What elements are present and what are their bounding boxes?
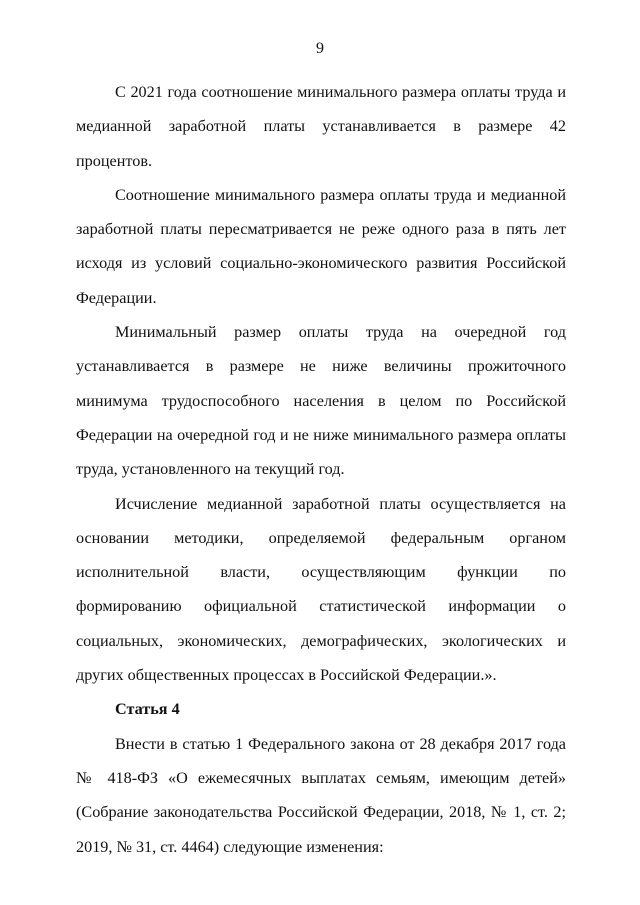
paragraph-article-4-amendment: Внести в статью 1 Федерального закона от 28 декабря 2017 года № 418-ФЗ «О ежемесячных выплатах семьям, имеющим детей» (Собрание законодательства Российской Федерации, 2018, № 1, ст. 2; 2019, № 31, ст. 4464) следующие изменения:: [76, 734, 566, 856]
paragraph-median-wage-calculation: Исчисление медианной заработной платы осуществляется на основании методики, определяемой федеральным органом исполнительной власти, осуществляющим функции по формированию официальной статистической информации о социальных, экономических, демографических, экологических и других общественных процессах в Российской Федерации.».: [76, 494, 566, 685]
article-heading: Статья 4: [115, 700, 180, 719]
page-number: 9: [316, 40, 324, 57]
paragraph-mrot-ratio-2021: С 2021 года соотношение минимального размера оплаты труда и медианной заработной платы устанавливается в размере 42 процентов.: [76, 83, 566, 170]
document-body: [76, 75, 566, 864]
paragraph-mrot-next-year: Минимальный размер оплаты труда на очередной год устанавливается в размере не ниже величины прожиточного минимума трудоспособного населения в целом по Российской Федерации на очередной год и не ниже минимального размера оплаты труда, установленного на текущий год.: [76, 323, 566, 479]
paragraph-ratio-review: Соотношение минимального размера оплаты труда и медианной заработной платы пересматривается не реже одного раза в пять лет исходя из условий социально-экономического развития Российской Федерации.: [76, 185, 566, 307]
